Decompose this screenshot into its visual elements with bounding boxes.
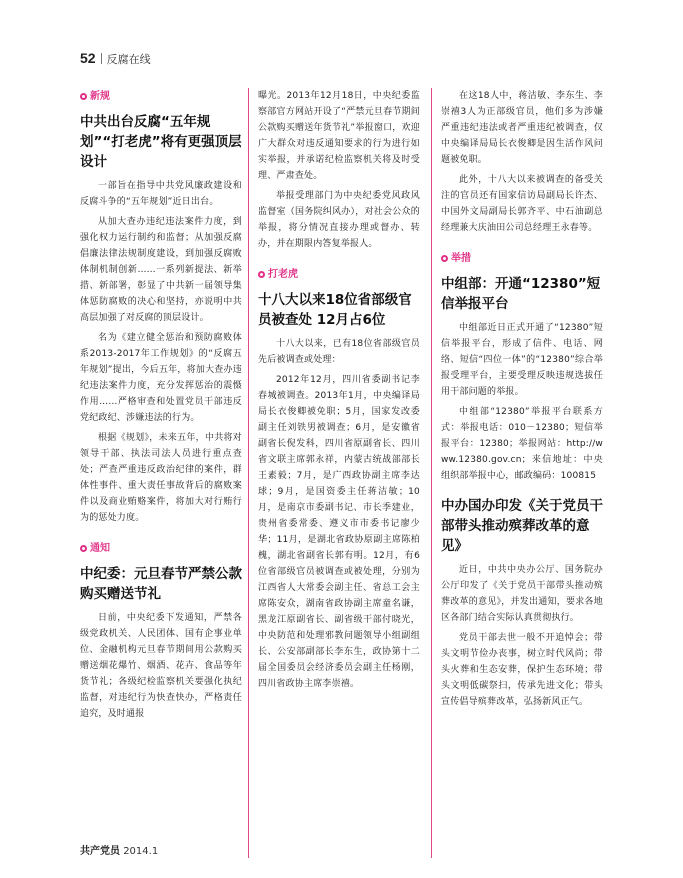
paragraph: 根据《规划》，未来五年，中共将对领导干部、执法司法人员进行重点查处；严查严重违反政治纪律的案件，群体性事件、重大责任事故背后的腐败案件以及商业贿赂案件，将加大对行贿行为的惩处力度。: [80, 433, 242, 523]
page-number: 52: [80, 50, 96, 66]
article-title: 中纪委：元旦春节严禁公款购买赠送节礼: [80, 566, 242, 602]
section-tag: [80, 540, 242, 558]
tag-label: 通知: [90, 543, 110, 554]
column-2: [258, 88, 420, 696]
issue-date: 2014.1: [123, 846, 159, 857]
section-tag: [80, 88, 242, 106]
tag-label: 新规: [90, 91, 110, 102]
circle-bullet-icon: [441, 255, 448, 262]
tag-label: 打老虎: [268, 269, 298, 280]
article-title: 中组部：开通“12380”短信举报平台: [441, 276, 601, 312]
paragraph: 一部旨在指导中共党风廉政建设和反腐斗争的“五年规划”近日出台。: [80, 181, 242, 207]
section-tag: [258, 266, 420, 284]
page-footer: [80, 842, 158, 857]
section-title: 反腐在线: [106, 53, 151, 66]
paragraph: 2012年12月，四川省委副书记李春城被调查。2013年1月，中央编译局局长衣俊卿被免职；5月，国家发改委副主任刘铁男被调查；6月，是安徽省副省长倪发科，四川省原副省长、四川省文联主席郭永祥，内蒙古统战部部长王素毅；7月，是广西政协副主席李达球；9月，是国资委主任蒋洁敏；10月，是南京市委副书记、市长季建业，贵州省委常委、遵义市市委书记廖少华；11月，是湖北省政协原副主席陈柏槐，湖北省副省长郭有明。12月，有6位省部级官员被调查或被处理，分别为江西省人大常委会副主任、省总工会主席陈安众，湖南省政协副主席童名谦，黑龙江原副省长、副省级干部付晓光，中央防范和处理邪教问题领导小组副组长、公安部副部长李东生，政协第十二届全国委员会经济委员会副主任杨刚，四川省政协主席李崇禧。: [258, 375, 420, 689]
section-tag: [441, 250, 603, 268]
magazine-logo: 共产党员: [80, 846, 120, 857]
page-header: [80, 48, 151, 64]
column-1: [80, 88, 242, 726]
column-divider: [431, 88, 432, 858]
article-title: 中办国办印发《关于党员干部带头推动殡葬改革的意见》: [441, 498, 603, 554]
article-title: 十八大以来18位省部级官员被查处 12月占6位: [258, 292, 412, 328]
paragraph: 名为《建立健全惩治和预防腐败体系2013-2017年工作规划》的“反腐五年规划”提出，今后五年，将加大查办违纪违法案件力度，充分发挥惩治的震慑作用……严格审查和处置党员干部违反党纪政纪、涉嫌违法的行为。: [80, 333, 242, 423]
paragraph: 从加大查办违纪违法案件力度，到强化权力运行制约和监督；从加强反腐倡廉法律法规制度建设，到加强反腐败体制机制创新……一系列新提法、新举措、新部署，彰显了中共新一届领导集体惩防腐败的决心和坚持，亦说明中共高层加强了对反腐的顶层设计。: [80, 217, 242, 323]
header-divider: [101, 53, 102, 64]
paragraph: 中组部近日正式开通了“12380”短信举报平台，形成了信件、电话、网络、短信“四位一体”的“12380”综合举报受理平台，主要受理反映违规选拔任用干部问题的举报。: [441, 323, 603, 397]
paragraph: 中组部“12380”举报平台联系方式：举报电话：010－12380；短信举报平台：12380；举报网站：http://www.12380.gov.cn；来信地址：中央组织部举报中心，邮政编码：100815: [441, 407, 603, 481]
paragraph: 近日，中共中央办公厅、国务院办公厅印发了《关于党员干部带头推动殡葬改革的意见》，并发出通知，要求各地区各部门结合实际认真贯彻执行。: [441, 565, 603, 623]
paragraph: 在这18人中，蒋洁敏、李东生、李崇禧3人为正部级官员，他们多为涉嫌严重违纪违法或者严重违纪被调查，仅中央编译局局长衣俊卿是因生活作风问题被免职。: [441, 91, 603, 165]
circle-bullet-icon: [80, 545, 87, 552]
paragraph: 日前，中央纪委下发通知，严禁各级党政机关、人民团体、国有企事业单位、金融机构元旦春节期间用公款购买赠送烟花爆竹、烟酒、花卉、食品等年货节礼；各级纪检监察机关要强化执纪监督，对违纪行为快查快办，严格责任追究，及时通报: [80, 613, 242, 719]
paragraph: 党员干部去世一般不开追悼会；带头文明节俭办丧事，树立时代风尚；带头火葬和生态安葬，保护生态环境；带头文明低碳祭扫，传承先进文化；带头宣传倡导殡葬改革，弘扬新风正气。: [441, 633, 603, 707]
paragraph: 举报受理部门为中央纪委党风政风监督室（国务院纠风办），对社会公众的举报，将分情况直接办理或督办、转办，并在期限内答复举报人。: [258, 191, 420, 249]
paragraph: 此外，十八大以来被调查的备受关注的官员还有国家信访局副局长许杰、中国外文局副局长郭齐平、中石油副总经理兼大庆油田公司总经理王永春等。: [441, 175, 603, 233]
circle-bullet-icon: [80, 93, 87, 100]
paragraph: 曝光。2013年12月18日，中央纪委监察部官方网站开设了“严禁元旦春节期间公款购买赠送年货节礼”举报窗口，欢迎广大群众对违反通知要求的行为进行如实举报，并承诺纪检监察机关将及时受理、严肃查处。: [258, 91, 420, 181]
circle-bullet-icon: [258, 271, 265, 278]
column-3: [441, 88, 603, 714]
article-title: 中共出台反腐“五年规划”“打老虎”将有更强顶层设计: [80, 114, 242, 170]
tag-label: 举措: [451, 253, 471, 264]
column-divider: [248, 88, 249, 858]
paragraph: 十八大以来，已有18位省部级官员先后被调查或处理：: [258, 339, 420, 365]
